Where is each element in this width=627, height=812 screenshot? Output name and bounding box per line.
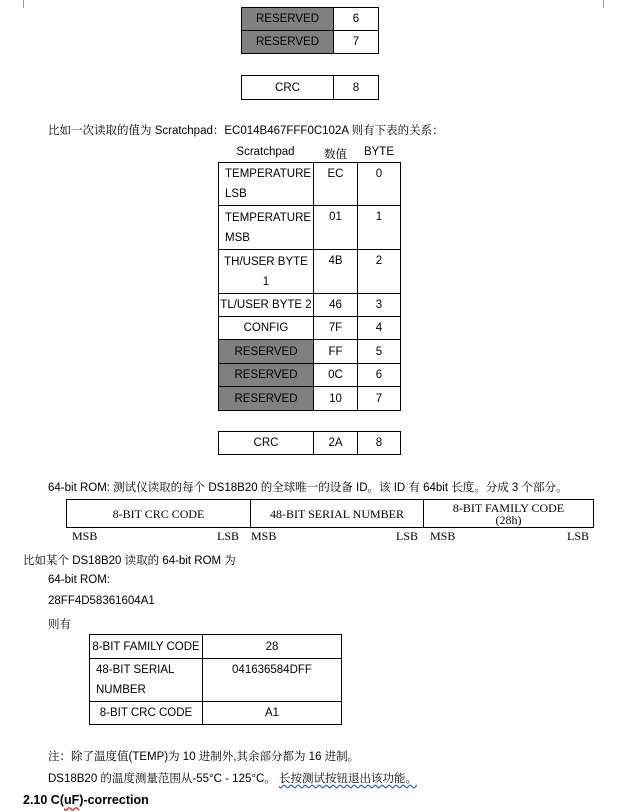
table-cell: 0 [358, 163, 401, 206]
table-cell: 01 [314, 206, 358, 250]
table-cell: A1 [203, 702, 342, 725]
table-cell: FF [314, 340, 358, 364]
table-cell: CRC [219, 432, 314, 455]
table-cell: RESERVED [242, 31, 334, 54]
intro-text: 比如一次读取的值为 Scratchpad：EC014B467FFF0C102A 则有下表的关系： [48, 125, 444, 137]
rom-crc-segment: 8-BIT CRC CODE [112, 506, 205, 521]
top-reserved-table [241, 7, 379, 54]
rom-msb-label: MSB [72, 529, 98, 543]
rom-description: 64-bit ROM: 测试仪读取的每个 DS18B20 的全球唯一的设备 ID。该 ID 有 64bit 长度。分成 3 个部分。 [48, 482, 568, 494]
table-cell: 5 [358, 340, 401, 364]
table-cell: 2A [314, 432, 358, 455]
table-cell: 10 [314, 387, 358, 411]
section-heading: 2.10 C(uF)-correction [23, 793, 149, 807]
table-cell: 4 [358, 317, 401, 340]
table-cell: TEMPERATURE MSB [219, 206, 314, 250]
table-cell: 28 [203, 635, 342, 659]
table-cell: RESERVED [219, 387, 314, 411]
rom-lsb-label: LSB [217, 529, 240, 543]
rom-value: 28FF4D58361604A1 [48, 595, 155, 607]
table-cell: 2 [358, 250, 401, 294]
range-text: DS18B20 的温度测量范围从-55°C - 125°C。 长按测试按钮退出该功能。 [48, 773, 417, 785]
table-cell: 7F [314, 317, 358, 340]
table-cell: 6 [334, 8, 379, 31]
table-cell: 8 [358, 432, 401, 455]
table-cell: 8-BIT FAMILY CODE [90, 635, 203, 659]
table-cell: TL/USER BYTE 2 [219, 294, 314, 317]
table-cell: TEMPERATURE LSB [219, 163, 314, 206]
rom-msb-label: MSB [251, 529, 277, 543]
table-cell: RESERVED [219, 340, 314, 364]
example-text: 比如某个 DS18B20 读取的 64-bit ROM 为 [23, 555, 236, 567]
page-corner-mark-left [23, 0, 24, 8]
rom-msb-label: MSB [430, 529, 456, 543]
table-cell: 7 [358, 387, 401, 411]
rom-layout-diagram [66, 499, 594, 528]
table-cell: 8-BIT CRC CODE [90, 702, 203, 725]
col-header-byte: BYTE [363, 146, 395, 158]
table-cell: 6 [358, 364, 401, 387]
table-cell: 7 [334, 31, 379, 54]
table-cell: CRC [242, 76, 334, 100]
table-cell: 48-BIT SERIAL NUMBER [90, 659, 203, 702]
rom-result-table [89, 634, 342, 725]
rom-family-segment: 8-BIT FAMILY CODE (28h) [452, 500, 565, 527]
top-crc-table [241, 75, 379, 100]
scratchpad-crc-table [218, 431, 401, 455]
col-header-value: 数值 [324, 149, 347, 161]
table-cell: TH/USER BYTE 1 [219, 250, 314, 294]
rom-lsb-label: LSB [396, 529, 419, 543]
scratchpad-table [218, 162, 401, 411]
rom-serial-segment: 48-BIT SERIAL NUMBER [269, 506, 404, 521]
table-cell: 3 [358, 294, 401, 317]
page-corner-mark-right [603, 0, 604, 8]
table-cell: 4B [314, 250, 358, 294]
table-cell: 1 [358, 206, 401, 250]
table-cell: RESERVED [219, 364, 314, 387]
table-cell: CONFIG [219, 317, 314, 340]
table-cell: 0C [314, 364, 358, 387]
rom-lsb-label: LSB [567, 529, 590, 543]
note-text: 注：除了温度值(TEMP)为 10 进制外,其余部分都为 16 进制。 [48, 751, 360, 763]
rom-label: 64-bit ROM: [48, 574, 110, 586]
table-cell: EC [314, 163, 358, 206]
table-cell: 8 [334, 76, 379, 100]
table-cell: 46 [314, 294, 358, 317]
col-header-scratchpad: Scratchpad [236, 146, 295, 158]
table-cell: RESERVED [242, 8, 334, 31]
then-text: 则有 [48, 619, 71, 631]
table-cell: 041636584DFF [203, 659, 342, 702]
